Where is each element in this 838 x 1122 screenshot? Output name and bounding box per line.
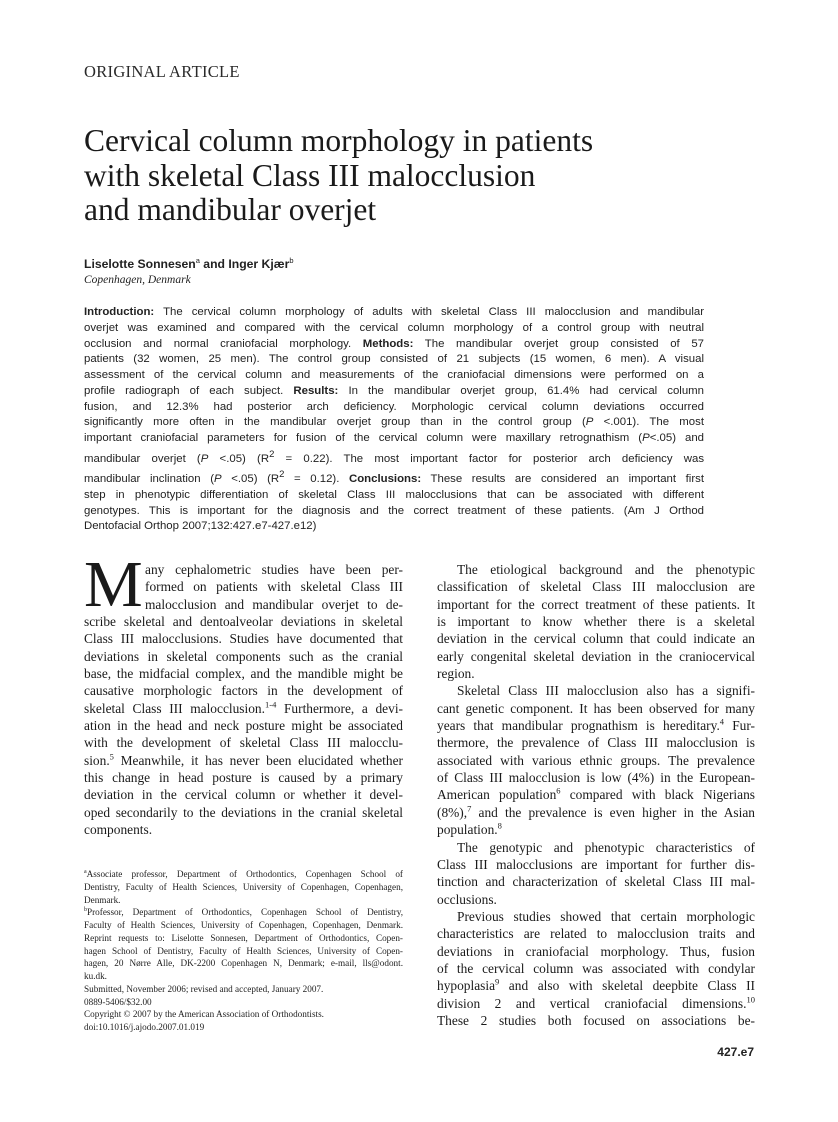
citation: 5 [109, 751, 114, 762]
affiliation-mark: b [84, 907, 87, 914]
body-line: any cephalometric studies have been per- [145, 562, 403, 577]
body-column-left [84, 561, 403, 839]
citation: 7 [467, 803, 472, 814]
body-line: early congenital skeletal deviation in the craniocervical [437, 648, 755, 664]
body-line: characteristics are related to malocclusion traits and [437, 926, 755, 942]
body-line: base, the midfacial complex, and the mandible might be [84, 666, 403, 682]
abstract-line: Dentofacial Orthop 2007;132:427.e7-427.e12) [84, 520, 317, 533]
abstract-heading-conclusions: Conclusions: [348, 473, 422, 486]
body-line: classification of skeletal Class III malocclusion are [437, 579, 755, 595]
body-line: Class III malocclusions are important for further dis- [437, 856, 755, 872]
body-line: of the cervical column was associated with condylar [437, 960, 755, 976]
citation: 8 [497, 820, 502, 831]
abstract-line: occlusion and normal craniofacial morphology. Methods: The mandibular overjet group consisted of 57 [84, 337, 704, 350]
author-name: Inger Kjær [228, 257, 290, 272]
abstract [84, 305, 704, 535]
abstract-heading-results: Results: [293, 384, 339, 397]
body-line: this change in head posture is caused by a primary [84, 770, 403, 786]
body-line: associated with various ethnic groups. The prevalence [437, 752, 755, 768]
footnote-line: $^b$Professor, Department of Orthodontics, Copenhagen School of Dentistry, [84, 907, 403, 918]
body-line: sion.$^5$ Meanwhile, it has never been elucidated whether [84, 751, 403, 768]
body-line: Skeletal Class III malocclusion also has a signifi- [457, 683, 755, 699]
body-line: Previous studies showed that certain morphologic [457, 908, 755, 924]
footnotes [84, 868, 403, 1034]
citation: 10 [746, 994, 755, 1005]
body-line: deviation in the cervical column or whether it devel- [84, 787, 403, 803]
abstract-line: significantly more often in the mandibular overjet group than in the control group (P <.001). The most [84, 416, 704, 429]
body-line: oped secondarily to the deviations in the cranial skeletal [84, 804, 403, 820]
title-line: with skeletal Class III malocclusion [84, 157, 536, 193]
footnote-line: Submitted, November 2006; revised and accepted, January 2007. [84, 983, 324, 994]
title-line: Cervical column morphology in patients [84, 123, 594, 158]
abstract-heading-introduction: Introduction: [84, 306, 155, 318]
body-line: scribe skeletal and dentoalveolar deviations in skeletal [84, 614, 403, 630]
footnote-line: hagen, 20 Nørre Alle, DK-2200 Copenhagen N, Denmark; e-mail, lls@odont. [84, 958, 403, 969]
page-number: 427.e7 [717, 1045, 754, 1059]
body-line: thermore, the prevalence of Class III malocclusion is [437, 735, 755, 751]
affiliation-mark: a [84, 868, 87, 875]
body-line: These 2 studies both focused on associations be- [437, 1012, 755, 1028]
abstract-line: overjet was examined and compared with the cervical column morphology of a control group with neutral [84, 321, 704, 334]
abstract-line: genotypes. This is important for the diagnosis and the correct treatment of these patients. (Am J Orthod [84, 504, 704, 517]
footnote-line: Denmark. [84, 894, 121, 905]
affiliation-mark: a [195, 256, 200, 265]
body-column-right [437, 561, 755, 1029]
citation: 6 [556, 786, 561, 796]
body-line: years that mandibular prognathism is hereditary.$^4$ Fur- [437, 716, 756, 734]
body-line: population.$^8$ [437, 820, 502, 838]
drop-cap: M [84, 548, 143, 621]
body-line: tinction and characterization of skeletal Class III mal- [437, 874, 755, 890]
abstract-line: patients (32 women, 25 men). The control group consisted of 21 subjects (15 women, 6 men). A visual [84, 353, 704, 366]
body-line: Class III malocclusions. Studies have documented that [84, 631, 403, 647]
body-line: deviations in skeletal components such as the cranial [84, 648, 403, 664]
body-line: with the development of skeletal Class III malocclu- [84, 735, 403, 751]
body-line: deviations in craniofacial morphology. Thus, fusion [437, 943, 755, 959]
abstract-line: mandibular overjet (P <.05) $(R^2 = 0.22)$. The most important factor for posterior arch deficiency was [84, 448, 705, 465]
author-name: Liselotte Sonnesen [84, 257, 196, 272]
body-line: components. [84, 822, 153, 838]
abstract-line: important craniofacial parameters for fusion of the cervical column were maxillary retrognathism (P<.05) and [84, 432, 704, 444]
citation: 9 [495, 976, 500, 987]
abstract-line: Introduction: The cervical column morphology of adults with skeletal Class III malocclusion and mandibular [84, 306, 704, 318]
title-line: and mandibular overjet [84, 192, 377, 227]
body-line: occlusions. [437, 891, 497, 907]
citation: 1-4 [264, 699, 277, 710]
author-list [84, 256, 294, 271]
body-line: formed on patients with skeletal Class III [145, 579, 403, 595]
footnote-line: ku.dk. [84, 971, 107, 981]
body-line: division 2 and vertical craniofacial dimensions.$^{10}$ [437, 994, 755, 1011]
author-conjunction: and [199, 257, 229, 272]
footnote-line: Copyright © 2007 by the American Association of Orthodontists. [84, 1009, 324, 1020]
footnote-line: hagen School of Dentistry, Faculty of Health Sciences, University of Copen- [84, 945, 403, 956]
body-line: skeletal Class III malocclusion.$^{1-4}$ Furthermore, a devi- [84, 699, 403, 716]
abstract-heading-methods: Methods: [362, 337, 414, 350]
body-line: important for the correct treatment of these patients. It [437, 596, 755, 612]
body-line: deviation in the cervical column that could indicate an [437, 631, 755, 647]
body-line: causative morphologic factors in the development of [84, 683, 403, 699]
footnote-line: doi:10.1016/j.ajodo.2007.01.019 [84, 1022, 205, 1032]
body-line: of Class III malocclusion is low (4%) in the European- [437, 770, 755, 786]
footnote-line: Faculty of Health Sciences, University of Copenhagen, Copenhagen, Denmark. [84, 920, 403, 930]
footnote-line: 0889-5406/$32.00 [84, 996, 152, 1007]
citation: 4 [719, 716, 725, 727]
section-label: ORIGINAL ARTICLE [84, 62, 240, 81]
body-line: (8%),$^7$ and the prevalence is even higher in the Asian [437, 803, 755, 820]
abstract-line: profile radiograph of each subject. Results: In the mandibular overjet group, 61.4% had cervical column [84, 384, 704, 397]
footnote-line: Dentistry, Faculty of Health Sciences, University of Copenhagen, Copenhagen, [84, 881, 403, 892]
body-line: malocclusion and mandibular overjet to de- [145, 596, 403, 612]
abstract-line: step in phenotypic differentiation of skeletal Class III malocclusions that can be associated with different [84, 488, 704, 501]
footnote-line: Reprint requests to: Liselotte Sonnesen, Department of Orthodontics, Copen- [84, 932, 403, 943]
footnote-line: $^a$Associate professor, Department of Orthodontics, Copenhagen School of [84, 868, 403, 879]
affiliation-mark: b [289, 256, 294, 265]
body-line: hypoplasia$^9$ and also with skeletal deepbite Class II [437, 976, 755, 994]
author-location: Copenhagen, Denmark [84, 274, 191, 286]
body-line: region. [437, 666, 475, 682]
body-line: cant genetic component. It has been observed for many [437, 700, 755, 716]
body-line: The genotypic and phenotypic characteristics of [457, 839, 755, 855]
body-line: American population$^6$ compared with black Nigerians [437, 786, 756, 803]
body-line: ation in the head and neck posture might be associated [84, 718, 403, 734]
body-line: The etiological background and the phenotypic [457, 562, 755, 577]
abstract-line: fusion, and 12.3% had posterior arch deficiency. Morphologic cervical column deviations occurred [84, 400, 704, 413]
article-title [84, 124, 724, 228]
body-line: is important to know whether there is a skeletal [437, 614, 755, 630]
abstract-line: mandibular inclination (P <.05) $(R^2 = 0.12)$. Conclusions: These results are considered an important first [84, 469, 704, 486]
abstract-line: assessment of the cervical column and measurements of the craniofacial dimensions were performed on a [84, 369, 704, 381]
